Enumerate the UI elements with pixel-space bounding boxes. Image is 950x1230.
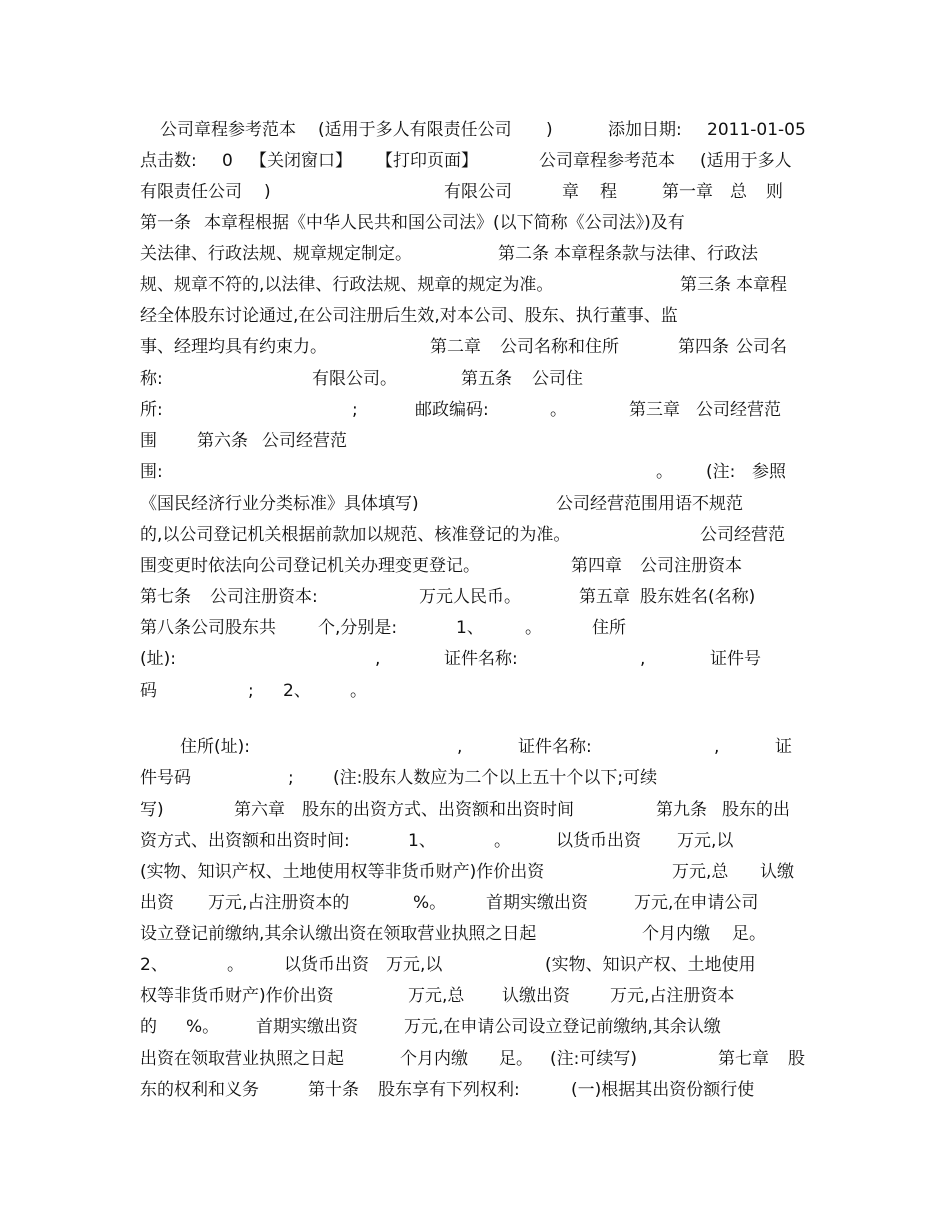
text-segment: 的 — [140, 1017, 157, 1037]
text-segment: 1、 — [408, 831, 436, 851]
text-segment: 公司章程参考范本 — [160, 120, 296, 140]
text-segment: 住所 — [592, 618, 626, 638]
text-segment: 2、 — [140, 955, 168, 975]
text-segment: 有限公司。 — [312, 369, 397, 389]
text-segment: 围变更时依法向公司登记机关办理变更登记。 — [140, 556, 480, 576]
text-line — [0, 553, 950, 579]
text-segment: 件号码 — [140, 768, 191, 788]
text-segment: 资方式、出资额和出资时间: — [140, 831, 350, 851]
text-segment: 第二条 — [498, 244, 549, 264]
text-segment: 东的权利和义务 — [140, 1080, 259, 1100]
text-segment: 参照 — [752, 462, 786, 482]
text-line — [0, 1014, 950, 1040]
text-line — [0, 615, 950, 641]
text-segment: 点击数: — [140, 151, 197, 171]
text-segment: 程 — [600, 182, 617, 202]
text-segment: 股东的出 — [722, 800, 790, 820]
text-segment: 股东姓名(名称) — [640, 587, 756, 607]
text-segment: 公司名 — [736, 337, 787, 357]
text-segment: 第十条 — [308, 1080, 359, 1100]
text-segment: 股 — [788, 1049, 805, 1069]
text-segment: 个,分别是: — [318, 618, 398, 638]
text-line — [0, 765, 950, 791]
text-line — [0, 459, 950, 485]
text-line — [0, 1046, 950, 1072]
text-segment: %。 — [186, 1017, 220, 1037]
text-segment: 万元,总 — [672, 862, 729, 882]
text-line — [0, 522, 950, 548]
text-segment: 事、经理均具有约束力。 — [140, 337, 327, 357]
text-segment: 第六章 — [234, 800, 285, 820]
text-segment: 第五条 — [461, 369, 512, 389]
text-segment: , — [457, 737, 463, 757]
text-segment: 第七条 — [140, 587, 191, 607]
text-segment: 第七章 — [718, 1049, 769, 1069]
text-line — [0, 734, 950, 760]
text-segment: 住所(址): — [180, 737, 250, 757]
text-segment: 本章程条款与法律、行政法 — [554, 244, 758, 264]
text-segment: 公司章程参考范本 — [539, 151, 675, 171]
text-segment: 的,以公司登记机关根据前款加以规范、核准登记的为准。 — [140, 525, 571, 545]
text-segment: (实物、知识产权、土地使用权等非货币财产)作价出资 — [140, 862, 545, 882]
text-segment: 【关闭窗口】 — [250, 151, 352, 171]
text-segment: ) — [264, 182, 271, 202]
text-segment: 足。 — [499, 1049, 533, 1069]
text-line — [0, 334, 950, 360]
text-line — [0, 646, 950, 672]
text-segment: 有限公司 — [444, 182, 512, 202]
text-line — [0, 179, 950, 205]
text-line — [0, 859, 950, 885]
text-line — [0, 797, 950, 823]
text-segment: (注:可续写) — [550, 1049, 637, 1069]
text-segment: 。 — [550, 400, 567, 420]
text-segment: 万元人民币。 — [419, 587, 521, 607]
text-segment: ; — [288, 768, 294, 788]
text-segment: 第二章 — [430, 337, 481, 357]
text-segment: 第四章 — [571, 556, 622, 576]
text-segment: 首期实缴出资 — [486, 893, 588, 913]
text-line — [0, 303, 950, 329]
text-segment: 公司住 — [532, 369, 583, 389]
text-segment: 2、 — [283, 681, 311, 701]
text-segment: 第四条 — [678, 337, 729, 357]
text-segment: 添加日期: — [608, 120, 682, 140]
text-line — [0, 117, 950, 143]
text-segment: , — [714, 737, 720, 757]
text-segment: 个月内缴 — [400, 1049, 468, 1069]
text-segment: 1、 — [456, 618, 484, 638]
text-segment: 第一条 — [140, 213, 191, 233]
text-line — [0, 428, 950, 454]
text-segment: 第六条 — [197, 431, 248, 451]
text-line — [0, 584, 950, 610]
text-segment: 0 — [222, 151, 233, 171]
text-segment: 《国民经济行业分类标准》具体填写) — [140, 494, 419, 514]
text-segment: 设立登记前缴纳,其余认缴出资在领取营业执照之日起 — [140, 924, 537, 944]
text-segment: 第一章 — [662, 182, 713, 202]
text-segment: 足。 — [732, 924, 766, 944]
text-segment: (适用于多人有限责任公司 — [318, 120, 512, 140]
text-segment: 公司注册资本: — [210, 587, 318, 607]
text-segment: 证 — [775, 737, 792, 757]
text-line — [0, 678, 950, 704]
text-segment: 万元,以 — [677, 831, 734, 851]
text-segment: 万元,占注册资本的 — [208, 893, 350, 913]
text-segment: 公司经营范 — [696, 400, 781, 420]
text-segment: (注:股东人数应为二个以上五十个以下;可续 — [333, 768, 658, 788]
text-segment: 邮政编码: — [415, 400, 489, 420]
text-segment: 称: — [140, 369, 163, 389]
text-segment: 【打印页面】 — [376, 151, 478, 171]
text-segment: 第三条 — [680, 275, 731, 295]
text-line — [0, 983, 950, 1009]
text-segment: 公司注册资本 — [640, 556, 742, 576]
text-segment: , — [375, 649, 381, 669]
text-segment: ) — [546, 120, 553, 140]
text-segment: 第五章 — [579, 587, 630, 607]
text-segment: 章 — [562, 182, 579, 202]
text-segment: 本章程根据《中华人民共和国公司法》(以下简称《公司法》)及有 — [204, 213, 685, 233]
text-segment: 。 — [227, 955, 244, 975]
text-segment: (注: — [706, 462, 736, 482]
text-segment: 认缴出资 — [502, 986, 570, 1006]
text-line — [0, 210, 950, 236]
text-line — [0, 921, 950, 947]
text-segment: 所: — [140, 400, 163, 420]
text-segment: ; — [248, 681, 254, 701]
text-segment: 第八条公司股东共 — [140, 618, 276, 638]
text-segment: 首期实缴出资 — [256, 1017, 358, 1037]
text-segment: 有限责任公司 — [140, 182, 242, 202]
text-line — [0, 890, 950, 916]
text-segment: 本章程 — [736, 275, 787, 295]
text-segment: 。 — [525, 618, 542, 638]
text-segment: 权等非货币财产)作价出资 — [140, 986, 334, 1006]
text-segment: 经全体股东讨论通过,在公司注册后生效,对本公司、股东、执行董事、监 — [140, 306, 678, 326]
text-segment: 证件号 — [710, 649, 761, 669]
text-segment: 出资 — [140, 893, 174, 913]
text-segment: %。 — [413, 893, 447, 913]
text-segment: 则 — [766, 182, 783, 202]
text-segment: 围 — [140, 431, 157, 451]
text-segment: 公司经营范围用语不规范 — [556, 494, 743, 514]
text-segment: 。 — [656, 462, 673, 482]
text-segment: 万元,占注册资本 — [610, 986, 735, 1006]
text-segment: 规、规章不符的,以法律、行政法规、规章的规定为准。 — [140, 275, 554, 295]
text-segment: 万元,总 — [408, 986, 465, 1006]
text-segment: (适用于多人 — [700, 151, 792, 171]
text-segment: 2011-01-05 — [707, 120, 806, 140]
text-segment: 万元,以 — [386, 955, 443, 975]
text-segment: 以货币出资 — [284, 955, 369, 975]
text-line — [0, 397, 950, 423]
text-segment: 总 — [730, 182, 747, 202]
text-segment: (一)根据其出资份额行使 — [571, 1080, 755, 1100]
text-segment: 第九条 — [656, 800, 707, 820]
text-segment: 股东享有下列权利: — [378, 1080, 520, 1100]
text-segment: 公司名称和住所 — [500, 337, 619, 357]
text-segment: 码 — [140, 681, 157, 701]
text-segment: 证件名称: — [518, 737, 592, 757]
text-segment: 出资在领取营业执照之日起 — [140, 1049, 344, 1069]
text-segment: 股东的出资方式、出资额和出资时间 — [302, 800, 574, 820]
text-segment: 。 — [350, 681, 367, 701]
text-line — [0, 491, 950, 517]
text-segment: 第三章 — [629, 400, 680, 420]
text-line — [0, 241, 950, 267]
text-segment: 围: — [140, 462, 163, 482]
text-segment: 写) — [140, 800, 164, 820]
text-segment: 关法律、行政法规、规章规定制定。 — [140, 244, 412, 264]
text-segment: ; — [352, 400, 358, 420]
text-line — [0, 828, 950, 854]
text-segment: 个月内缴 — [642, 924, 710, 944]
text-line — [0, 952, 950, 978]
text-segment: 万元,在申请公司 — [634, 893, 759, 913]
text-line — [0, 1077, 950, 1103]
text-line — [0, 272, 950, 298]
text-segment: (址): — [140, 649, 176, 669]
text-segment: 。 — [494, 831, 511, 851]
text-line — [0, 366, 950, 392]
text-segment: (实物、知识产权、土地使用 — [545, 955, 756, 975]
text-segment: 证件名称: — [444, 649, 518, 669]
text-segment: 认缴 — [760, 862, 794, 882]
text-segment: 公司经营范 — [262, 431, 347, 451]
text-segment: 以货币出资 — [556, 831, 641, 851]
text-segment: , — [640, 649, 646, 669]
text-segment: 万元,在申请公司设立登记前缴纳,其余认缴 — [404, 1017, 721, 1037]
text-line — [0, 148, 950, 174]
text-segment: 公司经营范 — [700, 525, 785, 545]
